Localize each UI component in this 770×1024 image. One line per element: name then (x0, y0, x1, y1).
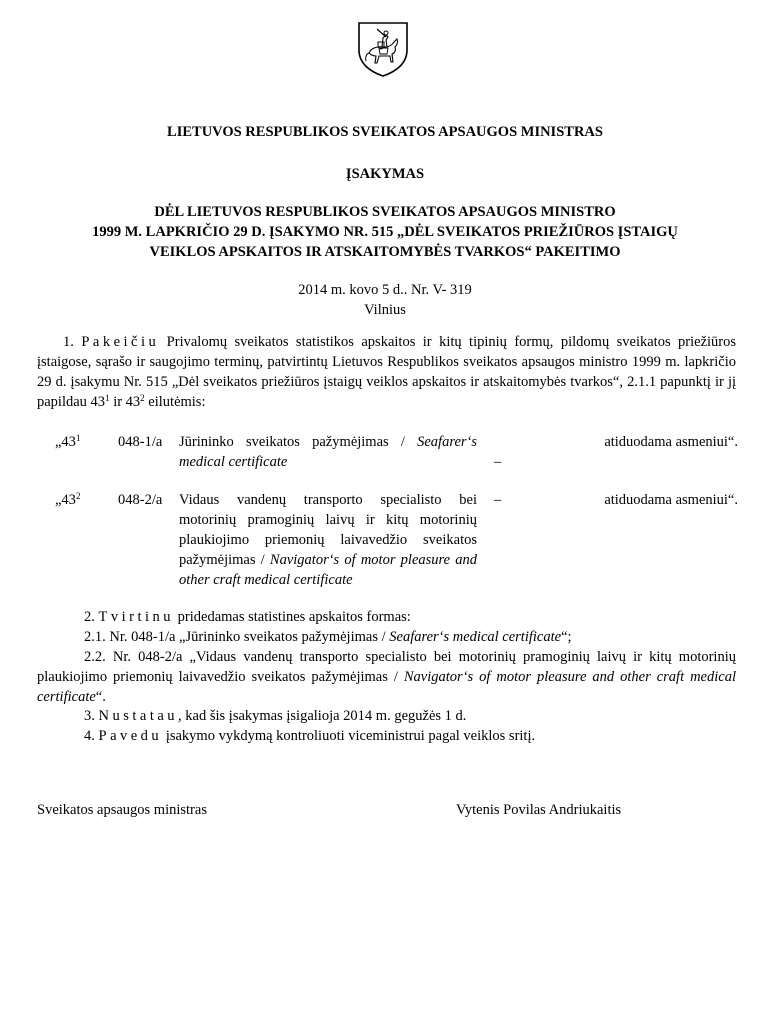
section-3-paragraph (84, 706, 466, 726)
section-1-paragraph (37, 332, 736, 412)
section-2-verb: Tvirtinu (98, 609, 175, 625)
signature-name: Vytenis Povilas Andriukaitis (456, 802, 622, 818)
section-4-text: įsakymo vykdymą kontroliuoti viceministrui pagal veiklos sritį. (162, 728, 536, 744)
section-1-text-b: ir 43 (109, 394, 141, 410)
item-2-2: 2.2. Nr. 048-2/a „Vidaus vandenų transporto specialisto bei motorinių pramoginių laivų ir kitų motorinių plaukiojimo priemonių laivavedžio sveikatos pažymėjimas / Navigator‘s of motor pleasure and other craft medical certificate“. (37, 649, 736, 705)
row-1-retention: atiduodama asmeniui“. (604, 434, 738, 450)
row-2-retention: atiduodama asmeniui“. (604, 492, 738, 508)
ministry-heading: LIETUVOS RESPUBLIKOS SVEIKATOS APSAUGOS MINISTRAS (167, 124, 603, 140)
title-line-1: DĖL LIETUVOS RESPUBLIKOS SVEIKATOS APSAUGOS MINISTRO (154, 204, 616, 220)
section-1-text-c: eilutėmis: (144, 394, 206, 410)
vytis-coat-of-arms-icon (355, 20, 411, 78)
section-1-sup-1: 1 (105, 393, 110, 403)
section-1-text-a: Privalomų sveikatos statistikos apskaitos ir kitų tipinių formų, pildomų sveikatos priežiūros įstaigose, sąrašo ir saugojimo terminų, patvirtintų Lietuvos Respublikos sveikatos apsaugos ministro 1999 m. lapkričio 29 d. įsakymu Nr. 515 „Dėl sveikatos priežiūros įstaigų veiklos apskaitos ir atskaitomybės tvarkos“, 2.1.1 papunktį ir jį papildau 43 (37, 334, 737, 410)
section-3-verb: Nustatau (98, 708, 179, 724)
date-number: 2014 m. kovo 5 d.. Nr. V- 319 (298, 282, 472, 298)
section-4-number: 4. (84, 728, 95, 744)
section-1-number: 1. (63, 334, 74, 350)
city: Vilnius (364, 302, 406, 318)
row-2-description: Vidaus vandenų transporto specialisto bei motorinių pramoginių laivų ir kitų motorinių plaukiojimo priemonių laivavedžio sveikatos pažymėjimas / Navigator‘s of motor pleasure and other craft medical certificate (179, 492, 477, 588)
section-1-sup-2: 2 (140, 393, 145, 403)
item-2-1: 2.1. Nr. 048-1/a „Jūrininko sveikatos pažymėjimas / Seafarer‘s medical certificate“; (84, 629, 572, 645)
title-line-2: 1999 M. LAPKRIČIO 29 D. ĮSAKYMO NR. 515 „DĖL SVEIKATOS PRIEŽIŪROS ĮSTAIGŲ (92, 224, 678, 240)
row-1-description: Jūrininko sveikatos pažymėjimas / Seafarer‘s medical certificate (179, 434, 477, 470)
row-2-code: 048-2/a (118, 492, 163, 508)
section-3-number: 3. (84, 708, 95, 724)
row-2-number: $„43^2$ (55, 491, 81, 508)
section-2-number: 2. (84, 609, 95, 625)
section-1-verb: Pakeičiu (81, 334, 160, 350)
row-1-dash: – (494, 454, 502, 470)
section-4-verb: Pavedu (98, 728, 163, 744)
document-type: ĮSAKYMAS (345, 166, 425, 182)
signature-position: Sveikatos apsaugos ministras (37, 802, 207, 818)
section-2-text: pridedamas statistines apskaitos formas: (174, 609, 411, 625)
title-line-3: VEIKLOS APSKAITOS IR ATSKAITOMYBĖS TVARKOS“ PAKEITIMO (149, 244, 621, 260)
row-2-dash: – (494, 492, 502, 508)
row-1-number: $„43^1$ (55, 433, 81, 450)
section-3-text: , kad šis įsakymas įsigalioja 2014 m. gegužės 1 d. (178, 708, 467, 724)
section-2-paragraph (84, 607, 411, 627)
row-1-code: 048-1/a (118, 434, 163, 450)
section-4-paragraph (84, 726, 535, 746)
